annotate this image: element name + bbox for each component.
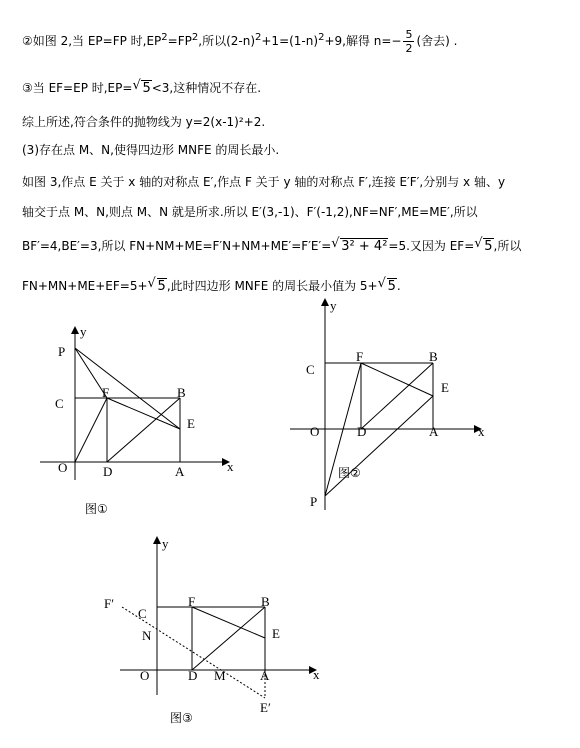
l1-a: ②如图 2,当 EP=FP 时,EP — [22, 34, 162, 48]
label-b: B — [261, 594, 270, 609]
l1-f: (舍去) . — [416, 34, 458, 48]
label-p: P — [310, 494, 318, 509]
sqrt-body: 5 — [157, 279, 166, 294]
sqrt-expr: √ 3² + 4² — [331, 236, 388, 254]
l2-a: ③当 EF=EP 时,EP= — [22, 81, 133, 95]
text-line-6: 轴交于点 M、N,则点 M、N 就是所求.所以 E′(3,-1)、F′(-1,2),NF=NF′,ME=ME′,所以 — [22, 205, 478, 219]
caption-fig1: 图① — [85, 502, 108, 516]
label-ep: E′ — [260, 700, 271, 715]
label-c: C — [138, 606, 147, 621]
sqrt-body: 5 — [142, 81, 151, 96]
text-line-7 — [22, 238, 521, 255]
text-line-3: 综上所述,符合条件的抛物线为 y=2(x-1)²+2. — [22, 115, 266, 129]
label-f: F — [356, 349, 364, 364]
label-b: B — [177, 385, 186, 400]
frac-numerator: 5 — [405, 28, 413, 41]
l8-a: FN+MN+ME+EF=5+ — [22, 279, 148, 293]
sqrt-expr: √ 5 — [474, 236, 493, 254]
figure-1 — [0, 300, 260, 530]
label-c: C — [55, 396, 64, 411]
sqrt-body: 3² + 4² — [341, 239, 388, 254]
l8-b: ,此时四边形 MNFE 的周长最小值为 5+ — [166, 279, 378, 293]
l1-sup1: 2 — [161, 32, 168, 43]
label-p: P — [58, 344, 66, 359]
l7-c: ,所以 — [493, 239, 522, 253]
l1-e: +9,解得 n=− — [324, 34, 402, 48]
label-o: O — [310, 424, 320, 439]
label-y: y — [80, 324, 87, 339]
label-x: x — [313, 667, 320, 682]
l1-sup3: 2 — [255, 32, 262, 43]
seg-db — [192, 607, 265, 670]
seg-fe — [192, 607, 265, 638]
text-line-5: 如图 3,作点 E 关于 x 轴的对称点 E′,作点 F 关于 y 轴的对称点 F′,连接 E′F′,分别与 x 轴、y — [22, 175, 506, 189]
label-fp: F′ — [104, 596, 115, 611]
sqrt-expr: √ 5 — [377, 276, 396, 294]
label-o: O — [140, 668, 150, 683]
frac-denominator: 2 — [405, 42, 413, 55]
fraction — [403, 28, 414, 55]
l1-sup4: 2 — [318, 32, 325, 43]
label-d: D — [103, 464, 113, 479]
seg-pe — [325, 396, 433, 496]
sqrt-body: 5 — [387, 279, 396, 294]
label-a: A — [429, 424, 439, 439]
figure-2 — [290, 290, 580, 520]
label-x: x — [478, 424, 485, 439]
caption-fig3: 图③ — [170, 711, 193, 725]
seg-fe — [107, 398, 180, 429]
label-e: E — [272, 626, 280, 641]
label-b: B — [429, 349, 438, 364]
label-y: y — [162, 536, 169, 551]
sqrt-expr: √ 5 — [132, 78, 151, 96]
l7-b: =5.又因为 EF= — [388, 239, 475, 253]
text-line-4: (3)存在点 M、N,使得四边形 MNFE 的周长最小. — [22, 143, 280, 157]
seg-db — [361, 363, 433, 429]
seg-fb-diag — [361, 363, 433, 396]
label-a: A — [260, 668, 270, 683]
seg-db — [107, 398, 180, 462]
sqrt-body: 5 — [484, 239, 493, 254]
seg-pe — [75, 348, 180, 429]
label-c: C — [306, 362, 315, 377]
caption-fig2: 图② — [338, 466, 361, 480]
label-e: E — [187, 416, 195, 431]
l1-b: =FP — [167, 34, 192, 48]
label-y: y — [330, 298, 337, 313]
label-a: A — [175, 464, 185, 479]
sqrt-expr: √ 5 — [147, 276, 166, 294]
label-e: E — [441, 380, 449, 395]
label-m: M — [214, 668, 226, 683]
label-x: x — [227, 459, 234, 474]
l7-a: BF′=4,BE′=3,所以 FN+NM+ME=F′N+NM+ME′=F′E′= — [22, 239, 332, 253]
l2-b: <3,这种情况不存在. — [151, 81, 262, 95]
label-d: D — [188, 668, 198, 683]
l1-c: ,所以(2-n) — [198, 34, 255, 48]
seg-of — [75, 398, 107, 462]
text-line-2 — [22, 80, 261, 97]
label-d: D — [357, 424, 367, 439]
label-f: F — [188, 594, 196, 609]
text-line-1 — [22, 28, 457, 55]
label-n: N — [142, 628, 152, 643]
label-o: O — [58, 460, 68, 475]
l1-sup2: 2 — [191, 32, 199, 43]
label-f: F — [102, 385, 110, 400]
figure-3 — [100, 530, 340, 748]
l8-c: . — [396, 279, 401, 293]
l1-d: +1=(1-n) — [261, 34, 319, 48]
